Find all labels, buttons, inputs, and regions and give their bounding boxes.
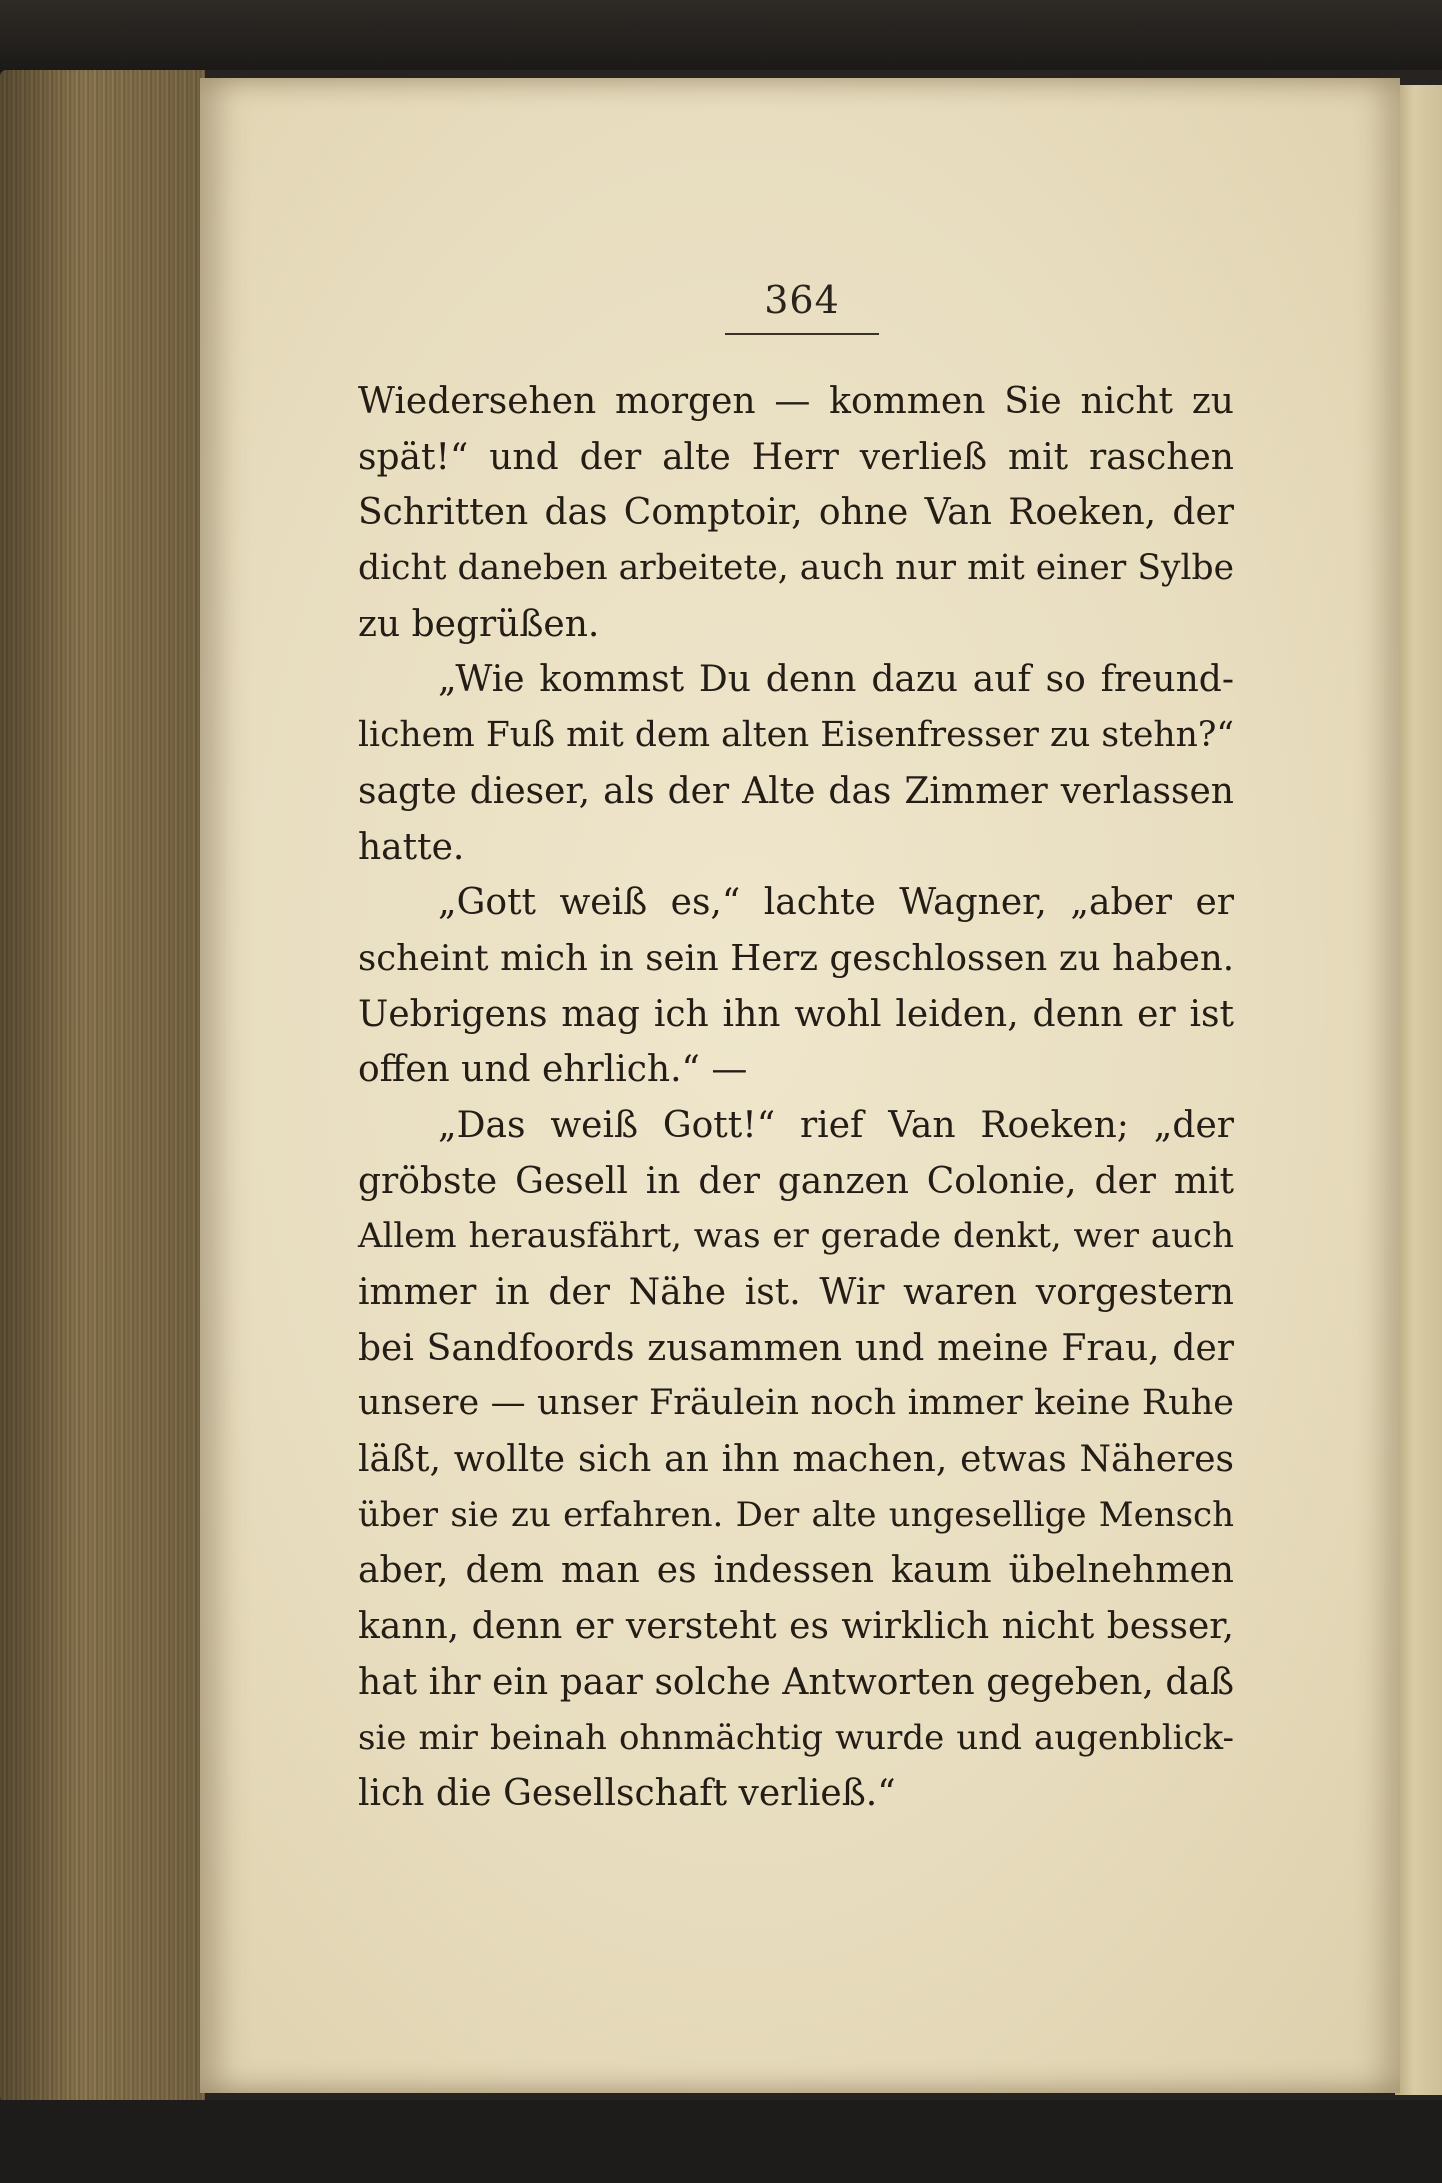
book-cover-top [0,0,1442,70]
text-line: hatte. [358,826,465,868]
text-line: gröbste Gesell in der ganzen Colonie, der mit [358,1160,1234,1202]
text-line: dicht daneben arbeitete, auch nur mit einer Sylbe [358,548,1234,589]
text-line: spät!“ und der alte Herr verließ mit raschen [358,436,1234,478]
text-line: „Wie kommst Du denn dazu auf so freund- [438,659,1234,701]
text-line: scheint mich in sein Herz geschlossen zu haben. [358,937,1234,979]
page-number-rule [725,333,879,335]
text-line: Allem herausfährt, was er gerade denkt, wer auch [358,1216,1234,1257]
text-line: sie mir beinah ohnmächtig wurde und augenblick- [358,1717,1234,1758]
page-number: 364 [764,278,840,322]
text-line: Wiedersehen morgen — kommen Sie nicht zu [358,381,1234,422]
text-line: bei Sandfoords zusammen und meine Frau, der [358,1327,1234,1369]
text-line: kann, denn er versteht es wirklich nicht besser, [358,1606,1234,1648]
text-line: Uebrigens mag ich ihn wohl leiden, denn er ist [358,993,1234,1035]
text-line: lich die Gesellschaft verließ.“ [358,1773,896,1815]
text-line: über sie zu erfahren. Der alte ungesellige Mensch [358,1494,1234,1535]
text-line: hat ihr ein paar solche Antworten gegeben, daß [358,1661,1234,1703]
text-line: „Das weiß Gott!“ rief Van Roeken; „der [438,1104,1234,1146]
body-text [358,374,1234,1822]
right-page-edge [1395,85,1442,2095]
text-line: unsere — unser Fräulein noch immer keine Ruhe [358,1383,1234,1424]
text-line: sagte dieser, als der Alte das Zimmer verlassen [358,770,1234,812]
text-line: lichem Fuß mit dem alten Eisenfresser zu stehn?“ [358,715,1234,756]
text-line: aber, dem man es indessen kaum übelnehmen [358,1550,1234,1592]
text-line: immer in der Nähe ist. Wir waren vorgestern [358,1272,1234,1313]
text-line: zu begrüßen. [358,603,600,645]
text-line: offen und ehrlich.“ — [358,1049,748,1091]
text-line: „Gott weiß es,“ lachte Wagner, „aber er [438,882,1234,924]
book-cover-bottom [0,2100,1442,2183]
text-line: läßt, wollte sich an ihn machen, etwas Näheres [358,1439,1234,1481]
page-edges [0,70,205,2110]
text-line: Schritten das Comptoir, ohne Van Roeken, der [358,492,1234,534]
